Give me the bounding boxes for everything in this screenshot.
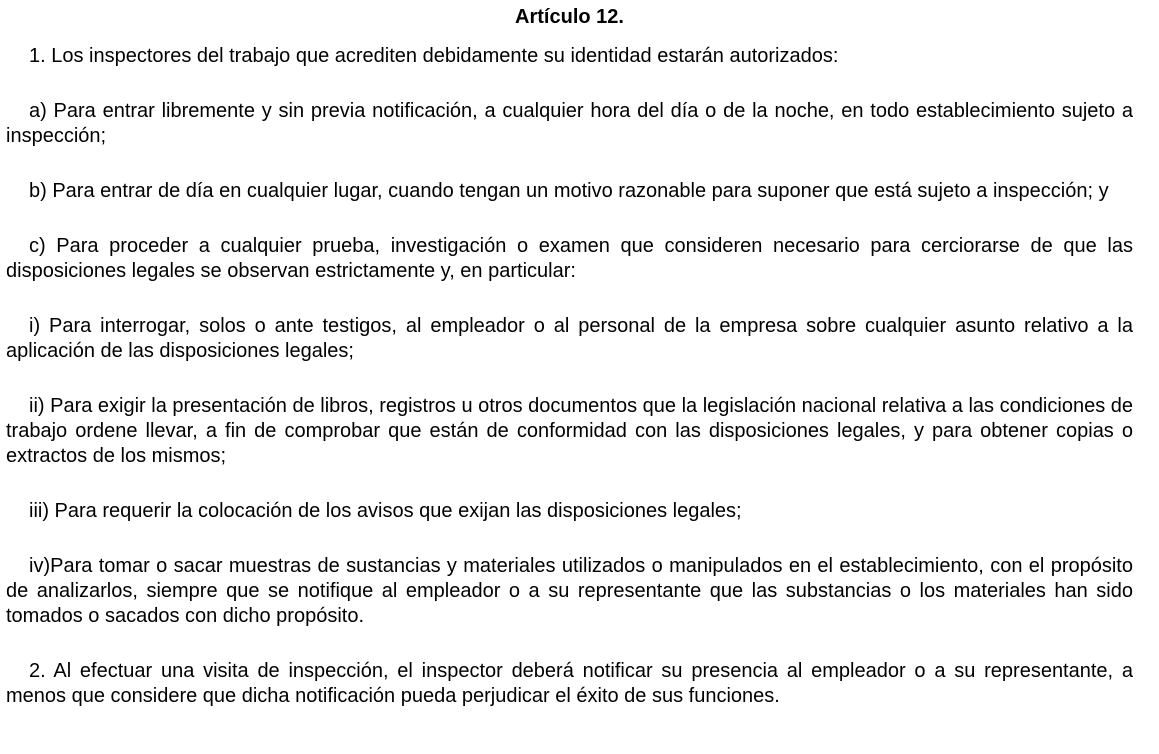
article-title: Artículo 12. [515, 6, 624, 28]
document-body [6, 4, 1133, 739]
paragraph-a: a) Para entrar libremente y sin previa notificación, a cualquier hora del día o de la noche, en todo establecimiento sujeto a inspección; [6, 100, 1133, 147]
paragraph-iv: iv)Para tomar o sacar muestras de sustancias y materiales utilizados o manipulados en el establecimiento, con el propósito de analizarlos, siempre que se notifique al empleador o a su representante que las substancias o los materiales han sido tomados o sacados con dicho propósito. [6, 555, 1133, 627]
paragraph-2: 2. Al efectuar una visita de inspección, el inspector deberá notificar su presencia al empleador o a su representante, a menos que considere que dicha notificación pueda perjudicar el éxito de sus funciones. [6, 660, 1133, 707]
paragraph-ii: ii) Para exigir la presentación de libros, registros u otros documentos que la legislación nacional relativa a las condiciones de trabajo ordene llevar, a fin de comprobar que están de conformidad con las disposiciones legales, y para obtener copias o extractos de los mismos; [6, 395, 1133, 467]
paragraph-i: i) Para interrogar, solos o ante testigos, al empleador o al personal de la empresa sobre cualquier asunto relativo a la aplicación de las disposiciones legales; [6, 315, 1133, 362]
paragraph-b: b) Para entrar de día en cualquier lugar, cuando tengan un motivo razonable para suponer que está sujeto a inspección; y [29, 180, 1109, 202]
paragraph-iii: iii) Para requerir la colocación de los avisos que exijan las disposiciones legales; [29, 500, 742, 522]
paragraph-1: 1. Los inspectores del trabajo que acrediten debidamente su identidad estarán autorizados: [29, 45, 839, 67]
paragraph-c: c) Para proceder a cualquier prueba, investigación o examen que consideren necesario para cerciorarse de que las disposiciones legales se observan estrictamente y, en particular: [6, 235, 1133, 282]
